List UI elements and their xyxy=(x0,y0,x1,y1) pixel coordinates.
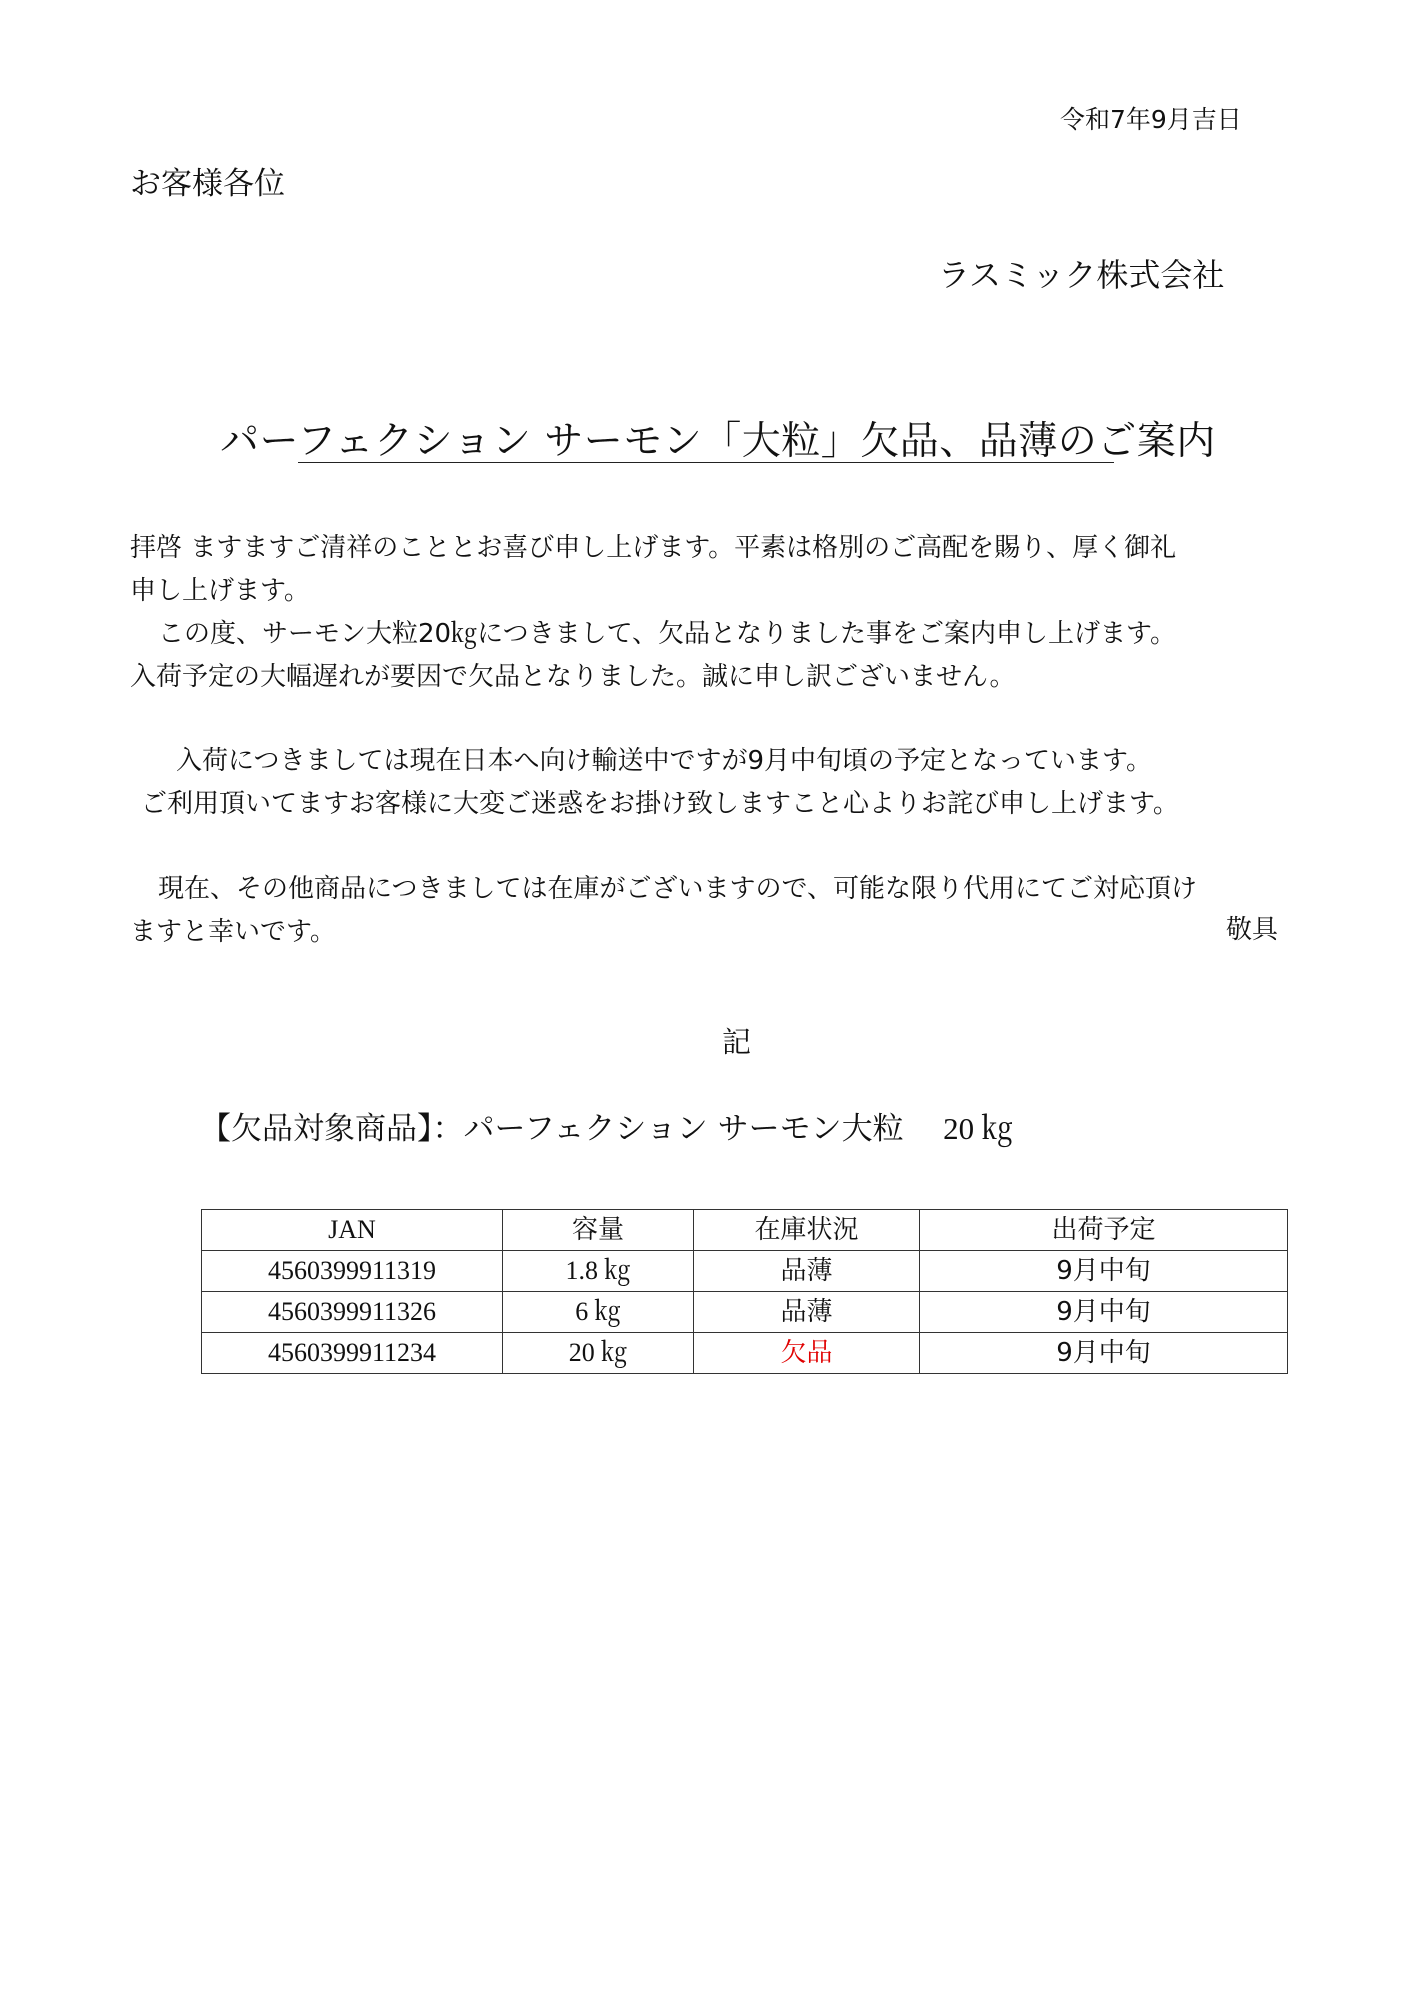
target-value: 20 ㎏ xyxy=(943,1111,1013,1146)
inventory-table xyxy=(201,1209,1288,1374)
target-product xyxy=(200,1103,1013,1148)
company-name: ラスミック株式会社 xyxy=(938,256,1225,294)
recipient: お客様各位 xyxy=(130,166,285,202)
cell-status: 品薄 xyxy=(694,1292,920,1333)
cell-ship: 9月中旬 xyxy=(920,1251,1288,1292)
table-row xyxy=(202,1292,1288,1333)
body-line: 拝啓 ますますご清祥のこととお喜び申し上げます。平素は格別のご高配を賜り、厚く御礼 xyxy=(130,533,1177,563)
body-line: この度、サーモン大粒20㎏につきまして、欠品となりました事をご案内申し上げます。 xyxy=(158,619,1176,649)
cell-status-out-of-stock: 欠品 xyxy=(694,1333,920,1374)
header-ship-schedule: 出荷予定 xyxy=(920,1210,1288,1251)
body-line: ご利用頂いてますお客様に大変ご迷惑をお掛け致しますこと心よりお詫び申し上げます。 xyxy=(141,789,1179,819)
body-line: 入荷予定の大幅遅れが要因で欠品となりました。誠に申し訳ございません。 xyxy=(130,662,1016,692)
cell-jan: 4560399911319 xyxy=(202,1251,503,1292)
target-label: 【欠品対象商品】：パーフェクション サーモン大粒 xyxy=(200,1111,904,1147)
cell-ship: 9月中旬 xyxy=(920,1292,1288,1333)
body-line: 入荷につきましては現在日本へ向け輸送中ですが9月中旬頃の予定となっています。 xyxy=(176,746,1152,776)
header-stock-status: 在庫状況 xyxy=(694,1210,920,1251)
notice-date: 令和7年9月吉日 xyxy=(1060,105,1242,134)
cell-capacity: 20 ㎏ xyxy=(503,1333,694,1374)
body-line: ますと幸いです。 xyxy=(130,917,336,947)
cell-jan: 4560399911326 xyxy=(202,1292,503,1333)
cell-capacity: 1.8 ㎏ xyxy=(503,1251,694,1292)
cell-jan: 4560399911234 xyxy=(202,1333,503,1374)
closing-keigu: 敬具 xyxy=(1226,915,1279,945)
body-line: 現在、その他商品につきましては在庫がございますので、可能な限り代用にてご対応頂け xyxy=(158,874,1197,904)
cell-ship: 9月中旬 xyxy=(920,1333,1288,1374)
header-capacity: 容量 xyxy=(503,1210,694,1251)
title-underline xyxy=(298,462,1114,463)
ki-marker: 記 xyxy=(722,1025,752,1059)
body-line: 申し上げます。 xyxy=(130,576,310,606)
table-header-row xyxy=(202,1210,1288,1251)
table-row xyxy=(202,1251,1288,1292)
table-row xyxy=(202,1333,1288,1374)
document-title: パーフェクション サーモン「大粒」欠品、品薄のご案内 xyxy=(220,419,1216,464)
cell-capacity: 6 ㎏ xyxy=(503,1292,694,1333)
cell-status: 品薄 xyxy=(694,1251,920,1292)
header-jan: JAN xyxy=(202,1210,503,1251)
